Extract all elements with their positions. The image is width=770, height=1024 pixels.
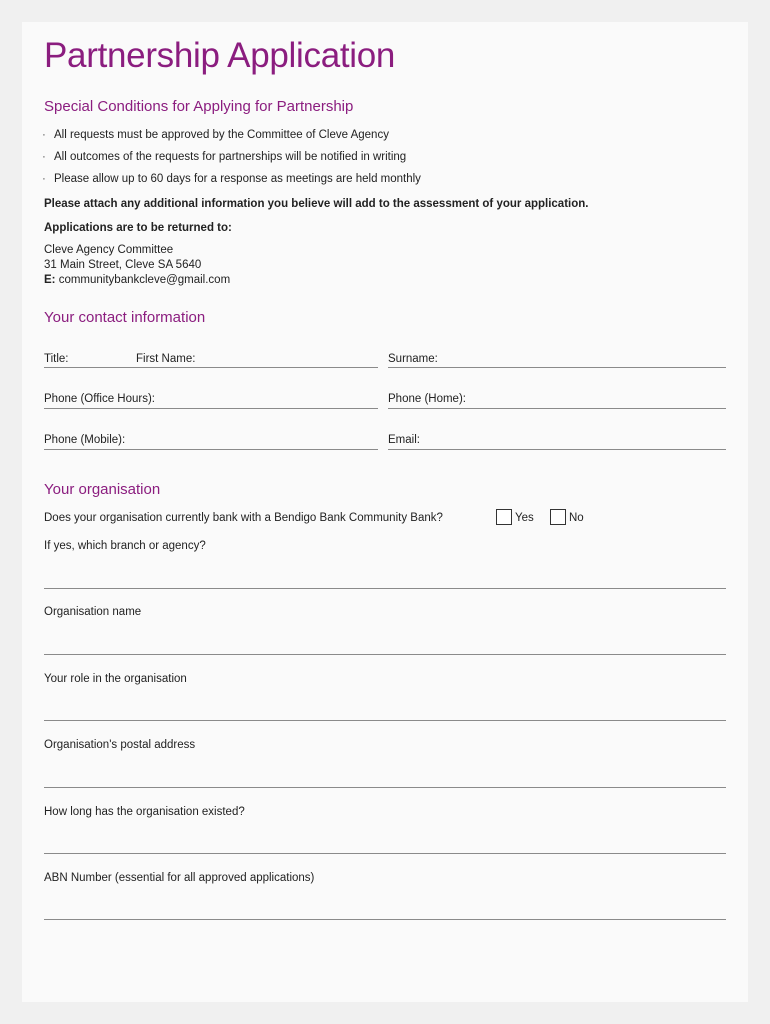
branch-label: If yes, which branch or agency? <box>44 540 206 552</box>
email-field-line[interactable] <box>388 449 726 450</box>
condition-bullet-1: · All requests must be approved by the Committee of Cleve Agency <box>42 129 389 141</box>
organisation-heading: Your organisation <box>44 481 161 498</box>
surname-label: Surname: <box>388 353 438 365</box>
condition-bullet-2: · All outcomes of the requests for partnerships will be notified in writing <box>42 151 407 163</box>
attach-note: Please attach any additional information you believe will add to the assessment of your application. <box>44 198 589 210</box>
condition-bullet-3: · Please allow up to 60 days for a response as meetings are held monthly <box>42 173 421 185</box>
phone-home-field-line[interactable] <box>388 408 726 409</box>
existed-label: How long has the organisation existed? <box>44 806 245 818</box>
phone-mobile-label: Phone (Mobile): <box>44 434 126 446</box>
phone-mobile-field-line[interactable] <box>44 449 378 450</box>
yes-label: Yes <box>515 512 534 524</box>
form-page <box>22 22 748 1002</box>
page-title: Partnership Application <box>44 36 396 75</box>
postal-address-label: Organisation's postal address <box>44 739 196 751</box>
existed-field-line[interactable] <box>44 853 726 854</box>
email-label: Email: <box>388 434 420 446</box>
title-label: Title: <box>44 353 69 365</box>
abn-label: ABN Number (essential for all approved applications) <box>44 872 315 884</box>
branch-field-line[interactable] <box>44 588 726 589</box>
first-name-label: First Name: <box>136 353 196 365</box>
contact-email: E: communitybankcleve@gmail.com <box>44 274 231 286</box>
address-line-1: Cleve Agency Committee <box>44 244 174 256</box>
role-label: Your role in the organisation <box>44 673 187 685</box>
role-field-line[interactable] <box>44 720 726 721</box>
name-field-line[interactable] <box>44 367 378 368</box>
surname-field-line[interactable] <box>388 367 726 368</box>
no-label: No <box>569 512 584 524</box>
abn-field-line[interactable] <box>44 919 726 920</box>
phone-office-label: Phone (Office Hours): <box>44 393 156 405</box>
returned-heading: Applications are to be returned to: <box>44 222 232 234</box>
org-name-label: Organisation name <box>44 606 142 618</box>
bank-question: Does your organisation currently bank with a Bendigo Bank Community Bank? <box>44 512 443 524</box>
contact-heading: Your contact information <box>44 309 206 326</box>
no-checkbox[interactable] <box>550 509 566 525</box>
yes-checkbox[interactable] <box>496 509 512 525</box>
org-name-field-line[interactable] <box>44 654 726 655</box>
phone-office-field-line[interactable] <box>44 408 378 409</box>
address-line-2: 31 Main Street, Cleve SA 5640 <box>44 259 202 271</box>
postal-address-field-line[interactable] <box>44 787 726 788</box>
phone-home-label: Phone (Home): <box>388 393 466 405</box>
conditions-heading: Special Conditions for Applying for Partnership <box>44 98 354 115</box>
